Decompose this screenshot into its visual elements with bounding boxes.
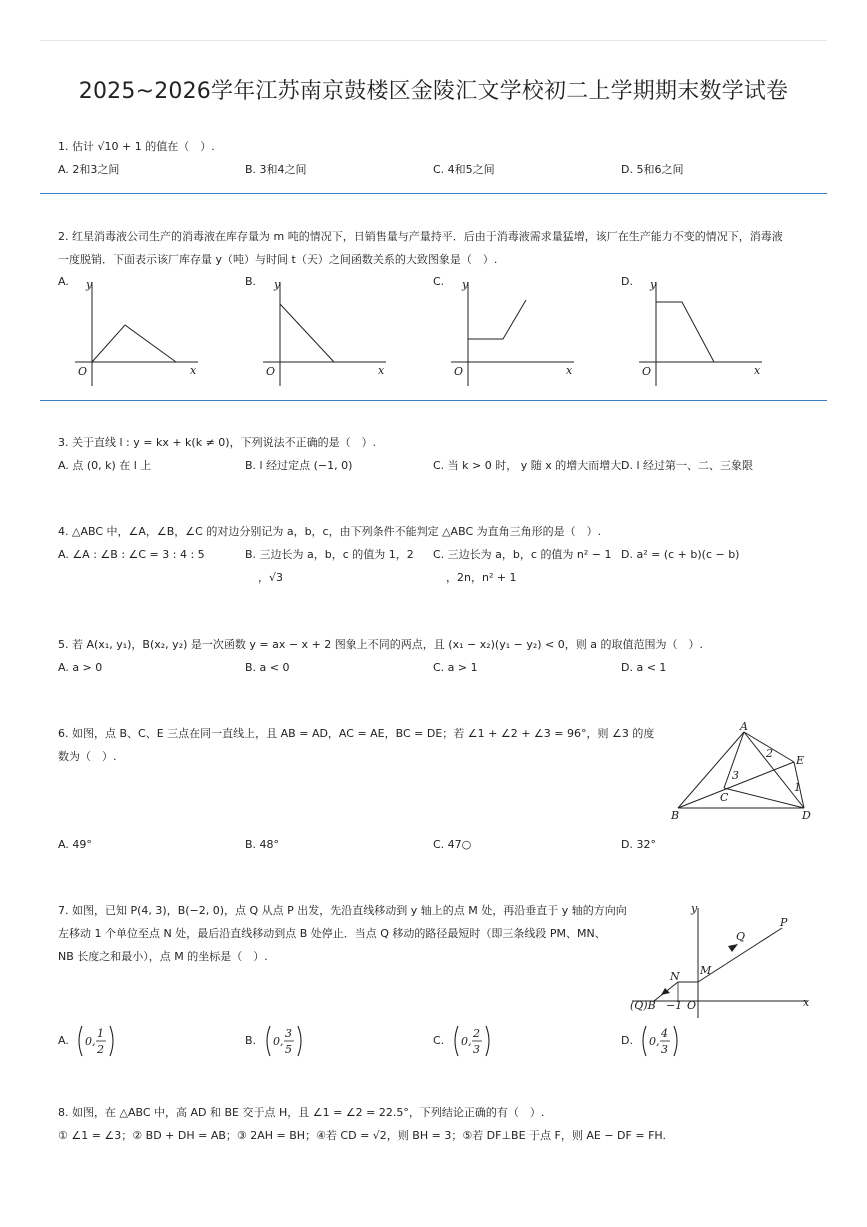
q4-option-b-line1: B. 三边长为 a，b，c 的值为 1，2 [245, 548, 414, 561]
q4-option-c-line2: ，2n，n² + 1 [446, 571, 517, 584]
angle-2-label: 2 [766, 747, 773, 760]
q7-stem-line2: 左移动 1 个单位至点 N 处，最后沿直线移动到点 B 处停止．当点 Q 移动的路径最短时（即三条线段 PM、MN、 [58, 927, 606, 940]
axis-y-label: y [691, 902, 698, 915]
q1-option-b: B. 3和4之间 [245, 163, 307, 176]
point-b-label: B [671, 809, 680, 822]
axis-x-label: x [190, 364, 197, 377]
q1-option-a: A. 2和3之间 [58, 163, 120, 176]
q1-stem: 1. 估计 √10 + 1 的值在（ ）. [58, 140, 215, 153]
q6-option-d: D. 32° [621, 838, 656, 851]
origin-label: O [266, 365, 276, 378]
q2-graph-a [70, 276, 210, 391]
q2-stem-line2: 一度脱销．下面表示该厂库存量 y（吨）与时间 t（天）之间函数关系的大致图象是（ ）. [58, 253, 498, 266]
q4-option-b-line2: ，√3 [258, 571, 284, 584]
q7-stem-line1: 7. 如图，已知 P(4, 3)，B(−2, 0)，点 Q 从点 P 出发，先沿直线移动到 y 轴上的点 M 处，再沿垂直于 y 轴的方向向 [58, 904, 627, 917]
q8-stem-line2: ① ∠1 = ∠3；② BD + DH = AB；③ 2AH = BH；④若 CD = √2，则 BH = 3；⑤若 DF⊥BE 于点 F，则 AE − DF = FH. [58, 1129, 666, 1142]
q2-option-c: C. [433, 275, 445, 288]
q3-option-a: A. 点 (0, k) 在 l 上 [58, 459, 152, 472]
q2-stem-line1: 2. 红星消毒液公司生产的消毒液在库存量为 m 吨的情况下，日销售量与产量持平．后由于消毒液需求量猛增，该厂在生产能力不变的情况下，消毒液 [58, 230, 783, 243]
q7-option-a-point [76, 1024, 116, 1058]
q7-option-b: B. [245, 1034, 257, 1047]
origin-label: O [78, 365, 88, 378]
fraction-numerator: 2 [473, 1027, 480, 1040]
q2-graph-b [258, 276, 398, 391]
angle-1-label: 1 [794, 781, 801, 794]
point-d-label: D [802, 809, 811, 822]
q1-option-c: C. 4和5之间 [433, 163, 495, 176]
q8-stem-line1: 8. 如图，在 △ABC 中，高 AD 和 BE 交于点 H，且 ∠1 = ∠2 = 22.5°，下列结论正确的有（ ）. [58, 1106, 545, 1119]
axis-x-label: x [754, 364, 761, 377]
fraction-numerator: 4 [661, 1027, 668, 1040]
axis-y-label: y [650, 278, 657, 291]
page-title: 2025~2026学年江苏南京鼓楼区金陵汇文学校初二上学期期末数学试卷 [78, 79, 789, 104]
q7-option-d-point [640, 1024, 680, 1058]
q7-option-a: A. [58, 1034, 69, 1047]
q3-option-c: C. 当 k > 0 时， y 随 x 的增大而增大 [433, 459, 622, 472]
point-n-label: N [670, 970, 680, 983]
q6-triangle-figure [668, 720, 818, 825]
q1-option-d: D. 5和6之间 [621, 163, 684, 176]
question-divider [40, 193, 827, 194]
q7-option-c-point [452, 1024, 492, 1058]
point-m-label: M [700, 964, 712, 977]
q6-option-a: A. 49° [58, 838, 92, 851]
q4-option-a: A. ∠A : ∠B : ∠C = 3 : 4 : 5 [58, 548, 205, 561]
origin-label: O [642, 365, 652, 378]
q2-option-b: B. [245, 275, 257, 288]
fraction-numerator: 3 [285, 1027, 292, 1040]
svg-text:0,: 0, [85, 1035, 96, 1048]
q7-option-c: C. [433, 1034, 445, 1047]
q7-stem-line3: NB 长度之和最小），点 M 的坐标是（ ）. [58, 950, 268, 963]
fraction-denominator: 2 [97, 1043, 104, 1056]
axis-x-label: x [378, 364, 385, 377]
q6-option-c: C. 47○ [433, 838, 472, 851]
point-b-label: (Q)B [630, 999, 656, 1012]
q5-stem: 5. 若 A(x₁, y₁)，B(x₂, y₂) 是一次函数 y = ax − x + 2 图象上不同的两点，且 (x₁ − x₂)(y₁ − y₂) < 0，则 a 的取值范围为（ ）. [58, 638, 703, 651]
q5-option-b: B. a < 0 [245, 661, 290, 674]
svg-text:0,: 0, [461, 1035, 472, 1048]
svg-text:0,: 0, [273, 1035, 284, 1048]
question-divider [40, 400, 827, 401]
axis-x-label: x [566, 364, 573, 377]
q4-option-c-line1: C. 三边长为 a，b，c 的值为 n² − 1 [433, 548, 612, 561]
q7-option-d: D. [621, 1034, 633, 1047]
q6-stem-line1: 6. 如图，点 B、C、E 三点在同一直线上，且 AB = AD，AC = AE，BC = DE；若 ∠1 + ∠2 + ∠3 = 96°，则 ∠3 的度 [58, 727, 655, 740]
point-a-label: A [740, 720, 748, 733]
svg-text:0,: 0, [649, 1035, 660, 1048]
q5-option-c: C. a > 1 [433, 661, 478, 674]
fraction-numerator: 1 [97, 1027, 104, 1040]
fraction-denominator: 3 [661, 1043, 668, 1056]
q2-option-d: D. [621, 275, 633, 288]
q2-graph-c [446, 276, 586, 391]
q3-option-b: B. l 经过定点 (−1, 0) [245, 459, 353, 472]
q5-option-a: A. a > 0 [58, 661, 103, 674]
axis-y-label: y [86, 278, 93, 291]
q5-option-d: D. a < 1 [621, 661, 667, 674]
q3-stem: 3. 关于直线 l : y = kx + k(k ≠ 0)，下列说法不正确的是（ ）. [58, 436, 377, 449]
q4-option-d: D. a² = (c + b)(c − b) [621, 548, 740, 561]
axis-y-label: y [274, 278, 281, 291]
tick-minus-one-label: −1 [666, 999, 683, 1012]
point-p-label: P [780, 916, 788, 929]
q3-option-d: D. l 经过第一、二、三象限 [621, 459, 754, 472]
top-divider [40, 40, 827, 41]
point-q-label: Q [736, 930, 746, 943]
origin-label: O [454, 365, 464, 378]
q6-option-b: B. 48° [245, 838, 280, 851]
fraction-denominator: 5 [285, 1043, 292, 1056]
angle-3-label: 3 [732, 769, 739, 782]
axis-y-label: y [462, 278, 469, 291]
fraction-denominator: 3 [473, 1043, 480, 1056]
point-c-label: C [720, 791, 729, 804]
q4-stem: 4. △ABC 中，∠A，∠B，∠C 的对边分别记为 a，b，c，由下列条件不能判定 △ABC 为直角三角形的是（ ）. [58, 525, 602, 538]
q2-graph-d [634, 276, 774, 391]
q7-coordinate-figure [628, 900, 818, 1020]
q2-option-a: A. [58, 275, 69, 288]
point-e-label: E [796, 754, 805, 767]
q7-option-b-point [264, 1024, 304, 1058]
q6-stem-line2: 数为（ ）. [58, 750, 117, 763]
origin-label: O [687, 999, 697, 1012]
axis-x-label: x [803, 996, 810, 1009]
